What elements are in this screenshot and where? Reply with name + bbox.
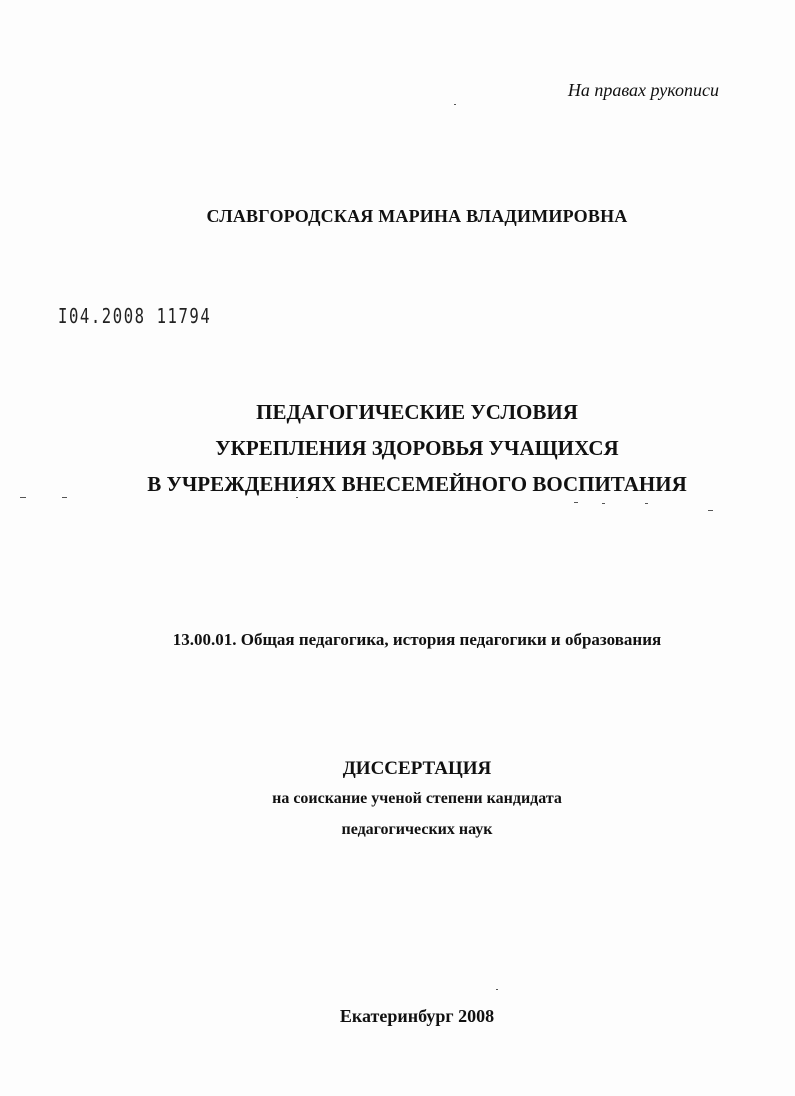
library-stamp-code: I04.2008 11794 — [58, 304, 212, 328]
dissertation-block — [0, 755, 795, 845]
scan-speck — [296, 497, 298, 498]
city-year: Екатеринбург 2008 — [339, 1006, 495, 1026]
dissertation-title — [0, 394, 795, 502]
degree-line-2: педагогических наук — [341, 821, 493, 838]
scan-speck — [454, 104, 456, 105]
title-line-1: ПЕДАГОГИЧЕСКИЕ УСЛОВИЯ — [256, 400, 578, 424]
scan-speck — [496, 989, 498, 990]
author-name: СЛАВГОРОДСКАЯ МАРИНА ВЛАДИМИРОВНА — [206, 206, 628, 226]
title-line-3: В УЧРЕЖДЕНИЯХ ВНЕСЕМЕЙНОГО ВОСПИТАНИЯ — [147, 472, 687, 496]
scan-speck — [20, 497, 26, 498]
scan-speck — [708, 510, 713, 511]
specialty-code: 13.00.01. Общая педагогика, история педагогики и образования — [172, 630, 662, 649]
scan-speck — [574, 502, 578, 503]
degree-line-1: на соискание ученой степени кандидата — [272, 790, 562, 807]
scan-speck — [602, 503, 605, 504]
scan-speck — [645, 503, 648, 504]
rights-note: На правах рукописи — [567, 80, 719, 100]
dissertation-heading: ДИССЕРТАЦИЯ — [342, 758, 492, 779]
title-line-2: УКРЕПЛЕНИЯ ЗДОРОВЬЯ УЧАЩИХСЯ — [215, 436, 619, 460]
scan-speck — [62, 497, 67, 498]
